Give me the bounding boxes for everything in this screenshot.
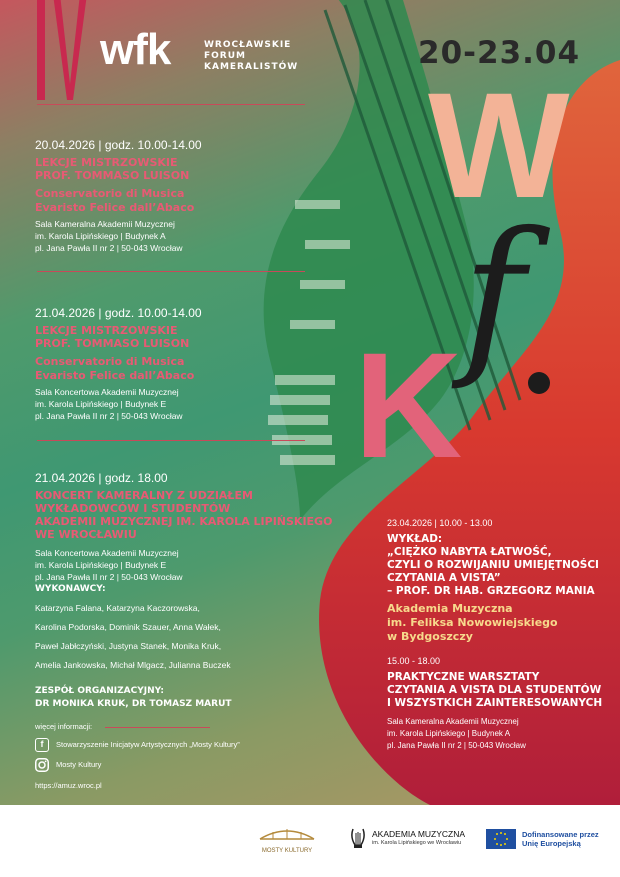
footer-logos [0, 805, 620, 877]
performers [35, 584, 335, 675]
big-letter-w: W [428, 61, 570, 229]
event-venue: Sala Kameralna Akademii Muzycznej im. Karola Lipińskiego | Budynek A pl. Jana Pawła II nr 2 | 50-043 Wrocław [35, 219, 183, 253]
event-subtitle: Conservatorio di Musica Evaristo Felice dall’Abaco [35, 187, 195, 214]
event-2 [35, 306, 335, 422]
mosty-kultury-logo: MOSTY KULTURY [258, 825, 316, 856]
event-title: KONCERT KAMERALNY Z UDZIAŁEM WYKŁADOWCÓW I STUDENTÓW AKADEMII MUZYCZNEJ IM. KAROLA LIPIŃSKIEGO WE WROCŁAWIU [35, 489, 333, 541]
divider [37, 271, 305, 272]
lecture [387, 517, 617, 644]
academy-logo: AKADEMIA MUZYCZNA im. Karola Lipińskiego we Wrocławiu [350, 827, 465, 849]
lecture-institution: Akademia Muzyczna im. Feliksa Nowowiejskiego w Bydgoszczy [387, 602, 558, 643]
workshop-time: 15.00 - 18.00 [387, 656, 441, 666]
lyre-icon [350, 827, 366, 849]
big-letter-f: f [462, 196, 525, 394]
event-date-time: 21.04.2026 | godz. 10.00-14.00 [35, 306, 202, 320]
eu-flag-icon [486, 829, 516, 849]
more-info-label: więcej informacji: [35, 722, 93, 731]
big-letter-k: K [354, 321, 463, 489]
event-title: LEKCJE MISTRZOWSKIE PROF. TOMMASO LUISON [35, 156, 190, 182]
festival-dates: 20-23.04 [418, 35, 581, 71]
lecture-title: WYKŁAD: „CIĘŻKO NABYTA ŁATWOŚĆ, CZYLI O ROZWIJANIU UMIEJĘTNOŚCI CZYTANIA A VISTA” – PROF. DR HAB. GRZEGORZ MANIA [387, 533, 599, 597]
roman-numeral-graphic [37, 0, 87, 106]
logo-text: WROCŁAWSKIE FORUM KAMERALISTÓW [204, 40, 299, 72]
divider [105, 727, 210, 728]
workshop-venue: Sala Kameralna Akademii Muzycznej im. Karola Lipińskiego | Budynek A pl. Jana Pawła II nr 2 | 50-043 Wrocław [387, 717, 526, 750]
organizers [35, 686, 335, 710]
logo-mark: wfk [100, 25, 171, 74]
event-title: LEKCJE MISTRZOWSKIE PROF. TOMMASO LUISON [35, 324, 190, 350]
eu-logo: Dofinansowane przez Unię Europejską [486, 829, 599, 849]
workshop-title: PRAKTYCZNE WARSZTATY CZYTANIA A VISTA DLA STUDENTÓW I WSZYSTKICH ZAINTERESOWANYCH [387, 671, 603, 709]
facebook-link[interactable]: f Stowarzyszenie Inicjatyw Artystycznych „Mosty Kultury” [35, 738, 240, 752]
event-3 [35, 471, 335, 583]
event-date-time: 20.04.2026 | godz. 10.00-14.00 [35, 138, 202, 152]
lecture-date-time: 23.04.2026 | 10.00 - 13.00 [387, 518, 493, 528]
performers-label: WYKONAWCY: [35, 584, 106, 594]
divider [37, 440, 305, 441]
event-1 [35, 138, 335, 254]
event-venue: Sala Koncertowa Akademii Muzycznej im. Karola Lipińskiego | Budynek E pl. Jana Pawła II nr 2 | 50-043 Wrocław [35, 548, 183, 582]
divider [37, 104, 305, 105]
organizers-names: DR MONIKA KRUK, DR TOMASZ MARUT [35, 699, 232, 709]
facebook-icon: f [35, 738, 49, 752]
event-date-time: 21.04.2026 | godz. 18.00 [35, 471, 168, 485]
website-link[interactable]: https://amuz.wroc.pl [35, 781, 102, 790]
organizers-label: ZESPÓŁ ORGANIZACYJNY: [35, 686, 164, 696]
instagram-link[interactable]: Mosty Kultury [35, 758, 101, 772]
bridge-icon [258, 825, 316, 843]
instagram-icon [35, 758, 49, 772]
workshop [387, 655, 617, 752]
performers-list: Katarzyna Falana, Katarzyna Kaczorowska, Karolina Podorska, Dominik Szauer, Anna Wałek, Paweł Jabłczyński, Justyna Stanek, Monika Kruk, Amelia Jankowska, Michał Mlgacz, Julianna Buczek [35, 603, 231, 670]
logo-dot [528, 372, 550, 394]
event-venue: Sala Koncertowa Akademii Muzycznej im. Karola Lipińskiego | Budynek E pl. Jana Pawła II nr 2 | 50-043 Wrocław [35, 387, 183, 421]
event-subtitle: Conservatorio di Musica Evaristo Felice dall’Abaco [35, 355, 195, 382]
